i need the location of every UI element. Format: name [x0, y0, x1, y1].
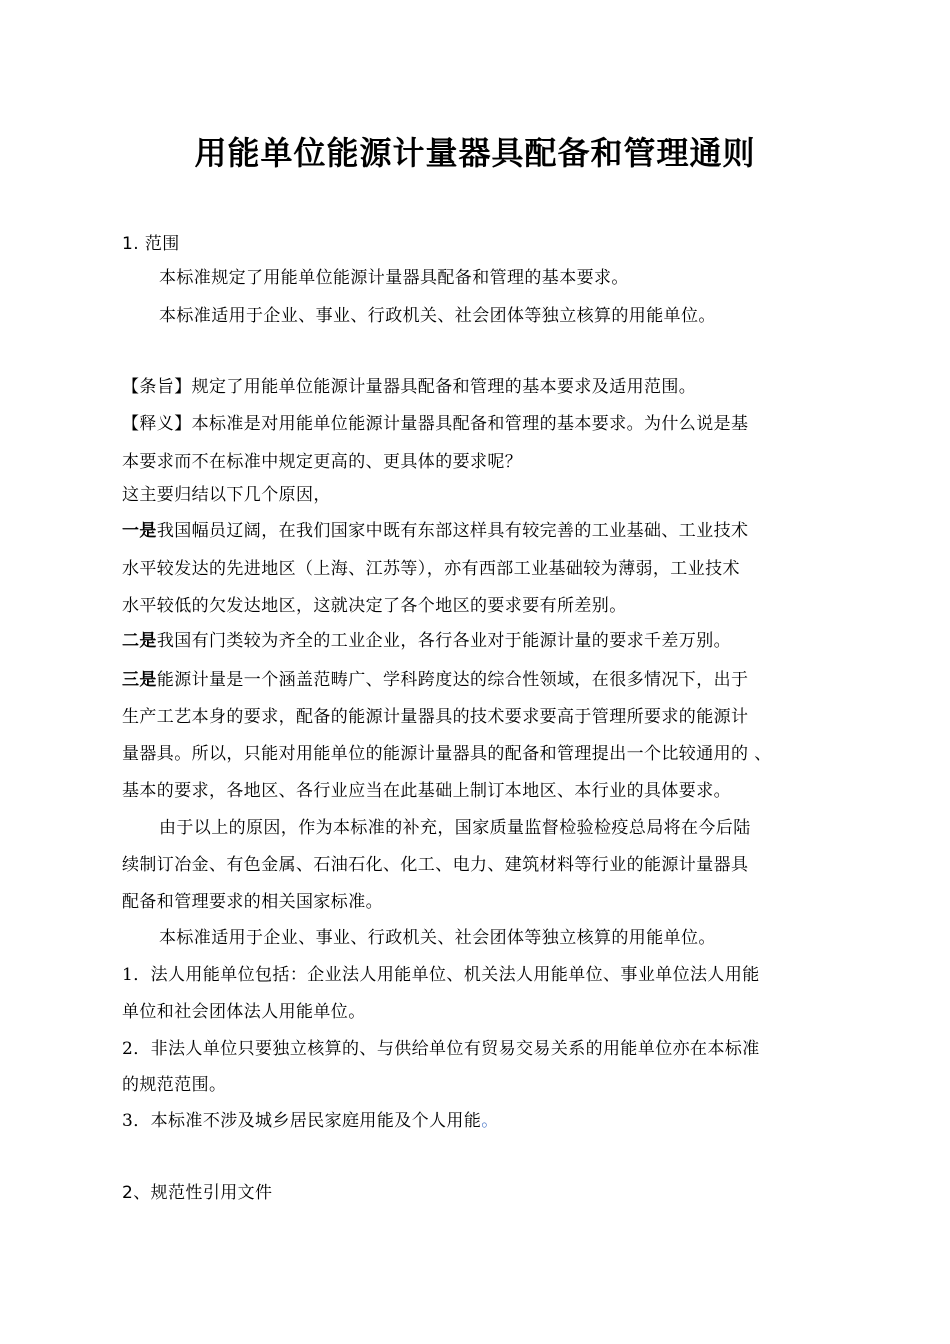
reason-3-text: 能源计量是一个涵盖范畴广、学科跨度达的综合性领域，在很多情况下，出于 [156, 670, 749, 690]
tiaozhi-paragraph: 【条旨】规定了用能单位能源计量器具配备和管理的基本要求及适用范围。 [122, 377, 697, 397]
reason-3-label: 三是 [122, 670, 157, 690]
paragraph: 本标准规定了用能单位能源计量器具配备和管理的基本要求。 [159, 268, 629, 288]
list-item-3-text: 3．本标准不涉及城乡居民家庭用能及个人用能 [122, 1111, 482, 1131]
reason-1-line: 水平较低的欠发达地区，这就决定了各个地区的要求要有所差别。 [122, 596, 627, 616]
supplement-paragraph: 由于以上的原因，作为本标准的补充，国家质量监督检验检疫总局将在今后陆 [159, 818, 751, 838]
shiyi-paragraph: 本要求而不在标准中规定更高的、更具体的要求呢？ [122, 452, 523, 472]
list-item-2: 2．非法人单位只要独立核算的、与供给单位有贸易交易关系的用能单位亦在本标准 [122, 1039, 760, 1059]
scope-paragraph: 本标准适用于企业、事业、行政机关、社会团体等独立核算的用能单位。 [159, 928, 716, 948]
section-2-heading: 2、规范性引用文件 [122, 1183, 273, 1203]
list-item-1: 1．法人用能单位包括：企业法人用能单位、机关法人用能单位、事业单位法人用能 [122, 965, 760, 985]
reason-3-line: 生产工艺本身的要求，配备的能源计量器具的技术要求要高于管理所要求的能源计 [122, 707, 749, 727]
reason-2-text: 我国有门类较为齐全的工业企业，各行各业对于能源计量的要求千差万别。 [156, 631, 732, 651]
reason-3-line: 基本的要求，各地区、各行业应当在此基础上制订本地区、本行业的具体要求。 [122, 781, 731, 801]
shiyi-paragraph: 【释义】本标准是对用能单位能源计量器具配备和管理的基本要求。为什么说是基 [122, 414, 749, 434]
reason-1-label: 一是 [122, 521, 157, 541]
supplement-paragraph: 续制订冶金、有色金属、石油石化、化工、电力、建筑材料等行业的能源计量器具 [122, 855, 749, 875]
reason-1-line: 水平较发达的先进地区（上海、江苏等），亦有西部工业基础较为薄弱，工业技术 [122, 559, 740, 579]
paragraph: 本标准适用于企业、事业、行政机关、社会团体等独立核算的用能单位。 [159, 306, 716, 326]
reason-2-line [122, 628, 842, 654]
document-title: 用能单位能源计量器具配备和管理通则 [194, 134, 756, 172]
reason-3-line: 量器具。所以，只能对用能单位的能源计量器具的配备和管理提出一个比较通用的 、 [122, 744, 772, 764]
list-item-2: 的规范范围。 [122, 1075, 227, 1095]
list-item-1: 单位和社会团体法人用能单位。 [122, 1002, 366, 1022]
list-item-3 [122, 1108, 842, 1134]
reason-3-line [122, 667, 842, 693]
supplement-paragraph: 配备和管理要求的相关国家标准。 [122, 892, 383, 912]
reason-1-line [122, 518, 842, 544]
reason-2-label: 二是 [122, 631, 157, 651]
reason-1-text: 我国幅员辽阔，在我们国家中既有东部这样具有较完善的工业基础、工业技术 [156, 521, 749, 541]
section-1-heading: 1. 范围 [122, 234, 180, 254]
reason-intro: 这主要归结以下几个原因， [122, 485, 331, 505]
list-item-3-period: 。 [481, 1111, 499, 1131]
